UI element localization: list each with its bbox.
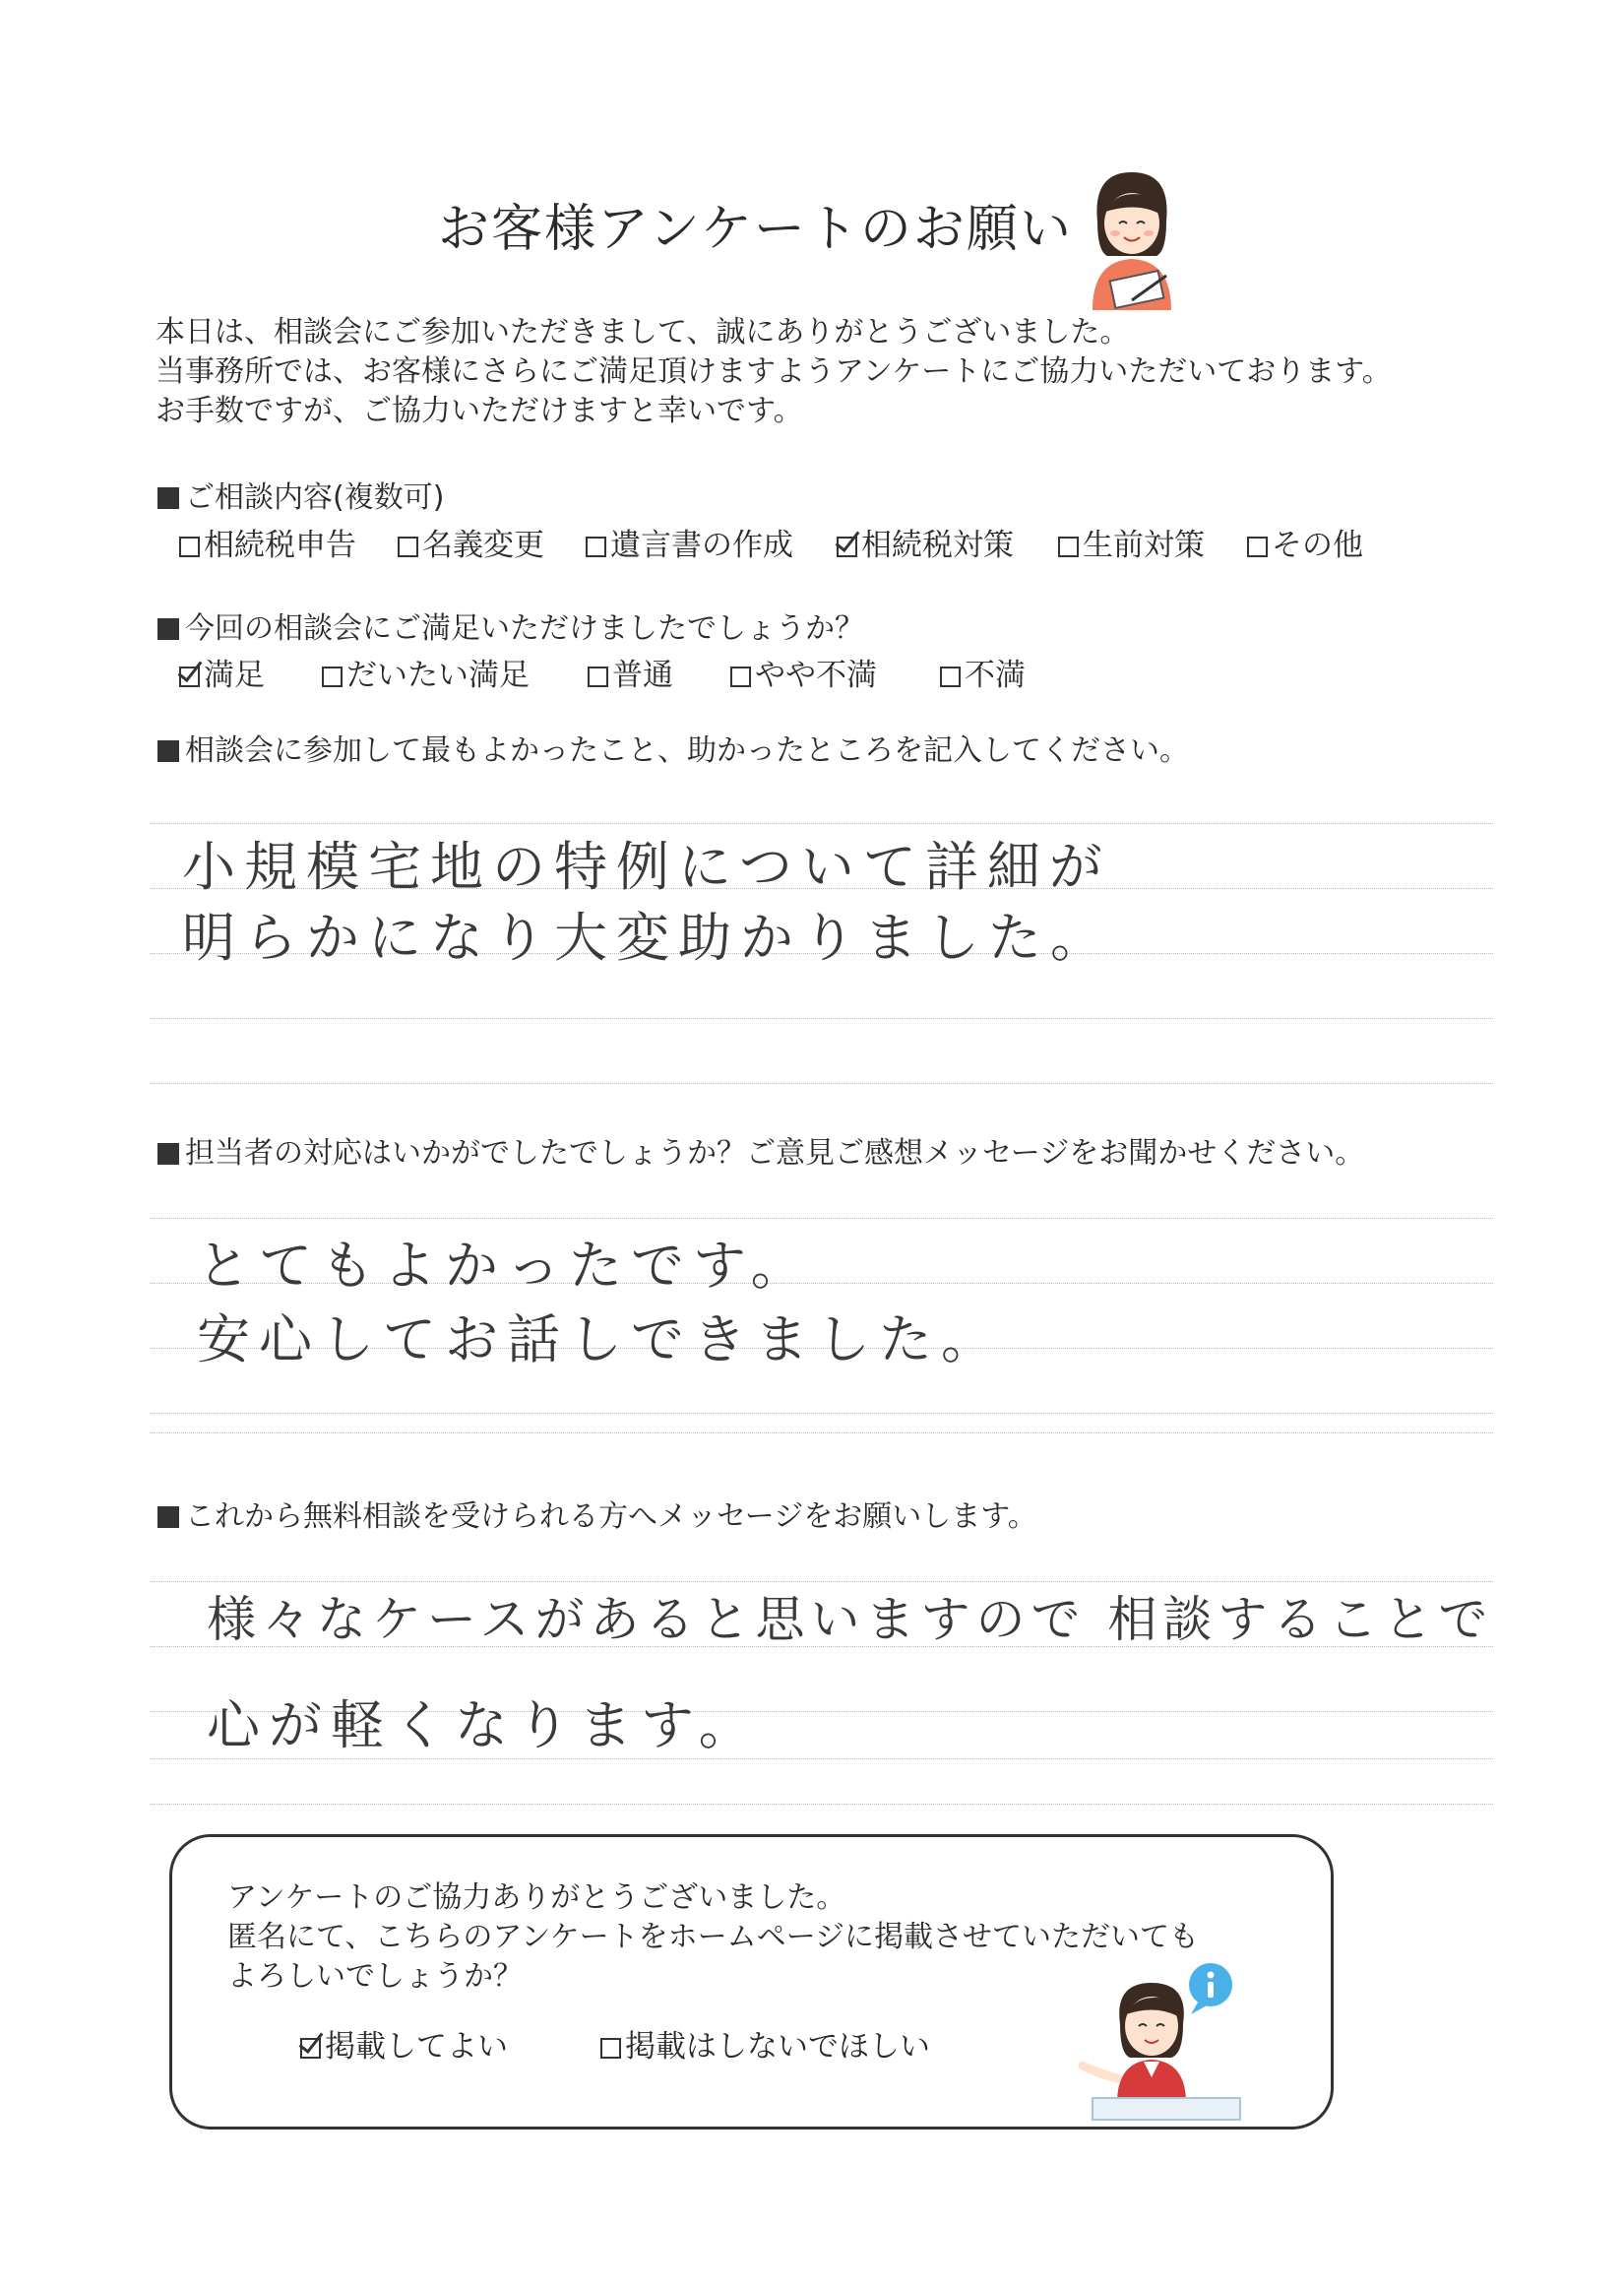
square-bullet-icon (157, 1506, 179, 1528)
writing-line (150, 1018, 1493, 1019)
intro-line: 本日は、相談会にご参加いただきまして、誠にありがとうございました。 (156, 315, 1130, 350)
radio-mostly-satisfied[interactable]: だいたい満足 (322, 650, 530, 694)
section-heading-consult-content: ご相談内容(複数可) (157, 473, 444, 516)
radio-dissatisfied[interactable]: 不満 (940, 650, 1026, 694)
consent-panel (169, 1834, 1334, 2130)
checkbox-decline-publishing[interactable]: 掲載はしないでほしい (600, 2021, 930, 2066)
consent-line: よろしいでしょうか？ (227, 1959, 523, 1994)
checkbox-icon (600, 2038, 621, 2059)
mascot-writing-illustration (1078, 162, 1186, 310)
intro-line: お手数ですが、ご協力いただけますと幸いです。 (156, 394, 803, 428)
mascot-information-desk-illustration (1073, 1955, 1250, 2123)
checkbox-pre-death-planning[interactable]: 生前対策 (1058, 520, 1205, 564)
square-bullet-icon (157, 740, 179, 762)
checkbox-icon (730, 667, 751, 687)
checkbox-icon (179, 537, 200, 557)
checkbox-allow-publishing[interactable]: 掲載してよい (300, 2021, 508, 2066)
radio-neutral[interactable]: 普通 (588, 650, 673, 694)
consent-text (227, 1878, 1199, 1997)
checkbox-icon (1058, 537, 1079, 557)
checkbox-icon (588, 667, 608, 687)
section-heading-best-part: 相談会に参加して最もよかったこと、助かったところを記入してください。 (157, 726, 1189, 769)
writing-line (150, 1413, 1493, 1414)
checkbox-icon (940, 667, 961, 687)
writing-line (150, 1432, 1493, 1433)
page-title: お客様アンケートのお願い (438, 200, 1073, 259)
writing-line (150, 1218, 1493, 1219)
section-heading-staff-feedback: 担当者の対応はいかがでしたでしょうか？ご意見ご感想メッセージをお聞かせください。 (157, 1128, 1364, 1172)
checkbox-inheritance-tax-planning[interactable]: 相続税対策 (837, 520, 1014, 564)
checked-checkbox-icon (179, 667, 200, 687)
handwritten-answer-line: とてもよかったです。 (197, 1235, 813, 1297)
handwritten-answer-line: 明らかになり大変助かりました。 (182, 907, 1112, 969)
checked-checkbox-icon (837, 537, 857, 557)
section-heading-satisfaction: 今回の相談会にご満足いただけましたでしょうか？ (157, 604, 864, 647)
section-heading-message-to-others: これから無料相談を受けられる方へメッセージをお願いします。 (157, 1492, 1037, 1535)
square-bullet-icon (157, 618, 179, 640)
checkbox-other[interactable]: その他 (1247, 520, 1363, 564)
checkbox-inheritance-tax-return[interactable]: 相続税申告 (179, 520, 356, 564)
checkbox-icon (586, 537, 606, 557)
radio-somewhat-dissatisfied[interactable]: やや不満 (730, 650, 877, 694)
intro-line: 当事務所では、お客様にさらにご満足頂けますようアンケートにご協力いただいております。 (156, 354, 1392, 389)
checkbox-will-creation[interactable]: 遺言書の作成 (586, 520, 793, 564)
consent-line: 匿名にて、こちらのアンケートをホームページに掲載させていただいても (227, 1920, 1199, 1954)
handwritten-answer-line: 心が軽くなります。 (207, 1694, 761, 1756)
handwritten-answer-line: 様々なケースがあると思いますので 相談することで (207, 1591, 1494, 1648)
checked-checkbox-icon (300, 2038, 321, 2059)
radio-satisfied[interactable]: 満足 (179, 650, 265, 694)
square-bullet-icon (157, 487, 179, 509)
consent-line: アンケートのご協力ありがとうございました。 (227, 1880, 846, 1915)
handwritten-answer-line: 安心してお話しできました。 (197, 1308, 1003, 1370)
writing-line (150, 823, 1493, 824)
checkbox-icon (322, 667, 343, 687)
handwritten-answer-line: 小規模宅地の特例について詳細が (182, 836, 1111, 898)
writing-line (150, 1804, 1493, 1805)
checkbox-title-transfer[interactable]: 名義変更 (398, 520, 544, 564)
writing-line (150, 1083, 1493, 1084)
checkbox-icon (398, 537, 418, 557)
intro-text (156, 313, 1392, 431)
checkbox-icon (1247, 537, 1268, 557)
square-bullet-icon (157, 1143, 179, 1165)
